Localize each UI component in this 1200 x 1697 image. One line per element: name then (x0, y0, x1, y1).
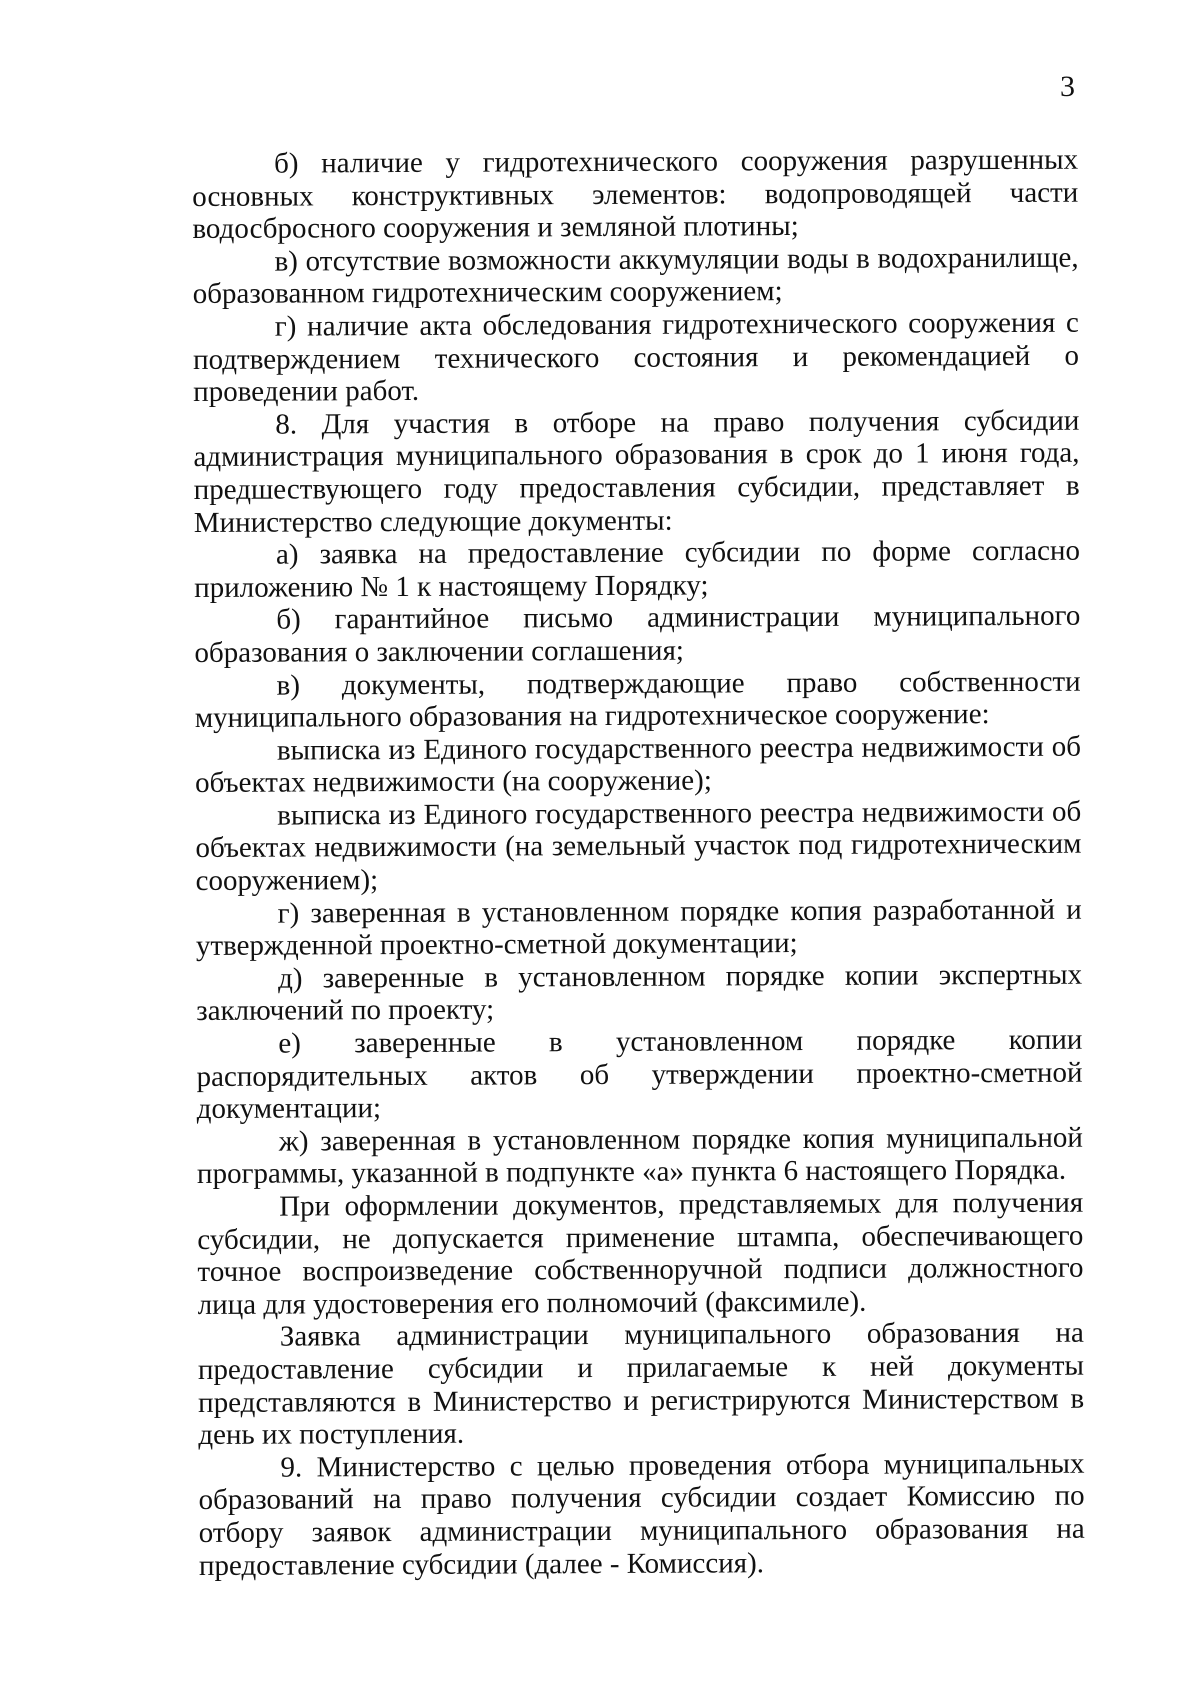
paragraph-registry-extract-land: выписка из Единого государственного реестра недвижимости об объектах недвижимости (на земельный участок под гидротехническим сооружением); (195, 795, 1082, 898)
page-number: 3 (1060, 70, 1075, 103)
paragraph-a-application: а) заявка на предоставление субсидии по форме согласно приложению № 1 к настоящему Порядку; (194, 534, 1081, 604)
paragraph-8-selection-documents: 8. Для участия в отборе на право получения субсидии администрация муниципального образования в срок до 1 июня года, предшествующего году предоставления субсидии, представляет в Министерство следующие документы: (193, 404, 1080, 539)
paragraph-v-no-accumulation: в) отсутствие возможности аккумуляции воды в водохранилище, образованном гидротехническим сооружением; (192, 241, 1079, 311)
paragraph-e-administrative-acts: е) заверенные в установленном порядке копии распорядительных актов об утверждении проектно-сметной документации; (196, 1023, 1083, 1126)
paragraph-registry-extract-structure: выписка из Единого государственного реестра недвижимости об объектах недвижимости (на сооружение); (195, 730, 1082, 800)
paragraph-application-registration: Заявка администрации муниципального образования на предоставление субсидии и прилагаемые к ней документы представляются в Министерство и регистрируются Министерством в день их поступления. (197, 1317, 1085, 1452)
document-body (192, 144, 1085, 1582)
paragraph-g-design-estimate-copy: г) заверенная в установленном порядке копия разработанной и утвержденной проектно-сметной документации; (195, 893, 1082, 963)
paragraph-b-damaged-elements: б) наличие у гидротехнического сооружения разрушенных основных конструктивных элементов: водопроводящей части водосбросного сооружения и земляной плотины; (192, 143, 1079, 246)
paragraph-9-commission: 9. Министерство с целью проведения отбора муниципальных образований на право получения субсидии создает Комиссию по отбору заявок администрации муниципального образования на предоставление субсидии (далее - Комиссия). (198, 1447, 1085, 1582)
paragraph-zh-municipal-program: ж) заверенная в установленном порядке копия муниципальной программы, указанной в подпункте «а» пункта 6 настоящего Порядка. (196, 1121, 1083, 1191)
paragraph-g-inspection-act: г) наличие акта обследования гидротехнического сооружения с подтверждением технического состояния и рекомендацией о проведении работ. (192, 306, 1080, 409)
paragraph-v-ownership-documents: в) документы, подтверждающие право собственности муниципального образования на гидротехническое сооружение: (194, 665, 1081, 735)
paragraph-d-expert-conclusions: д) заверенные в установленном порядке копии экспертных заключений по проекту; (196, 958, 1083, 1028)
paragraph-b-guarantee-letter: б) гарантийное письмо администрации муниципального образования о заключении соглашения; (194, 599, 1081, 669)
paragraph-facsimile-prohibition: При оформлении документов, представляемых для получения субсидии, не допускается применение штампа, обеспечивающего точное воспроизведение собственноручной подписи должностного лица для удостоверения его полномочий (факсимиле). (197, 1186, 1084, 1321)
